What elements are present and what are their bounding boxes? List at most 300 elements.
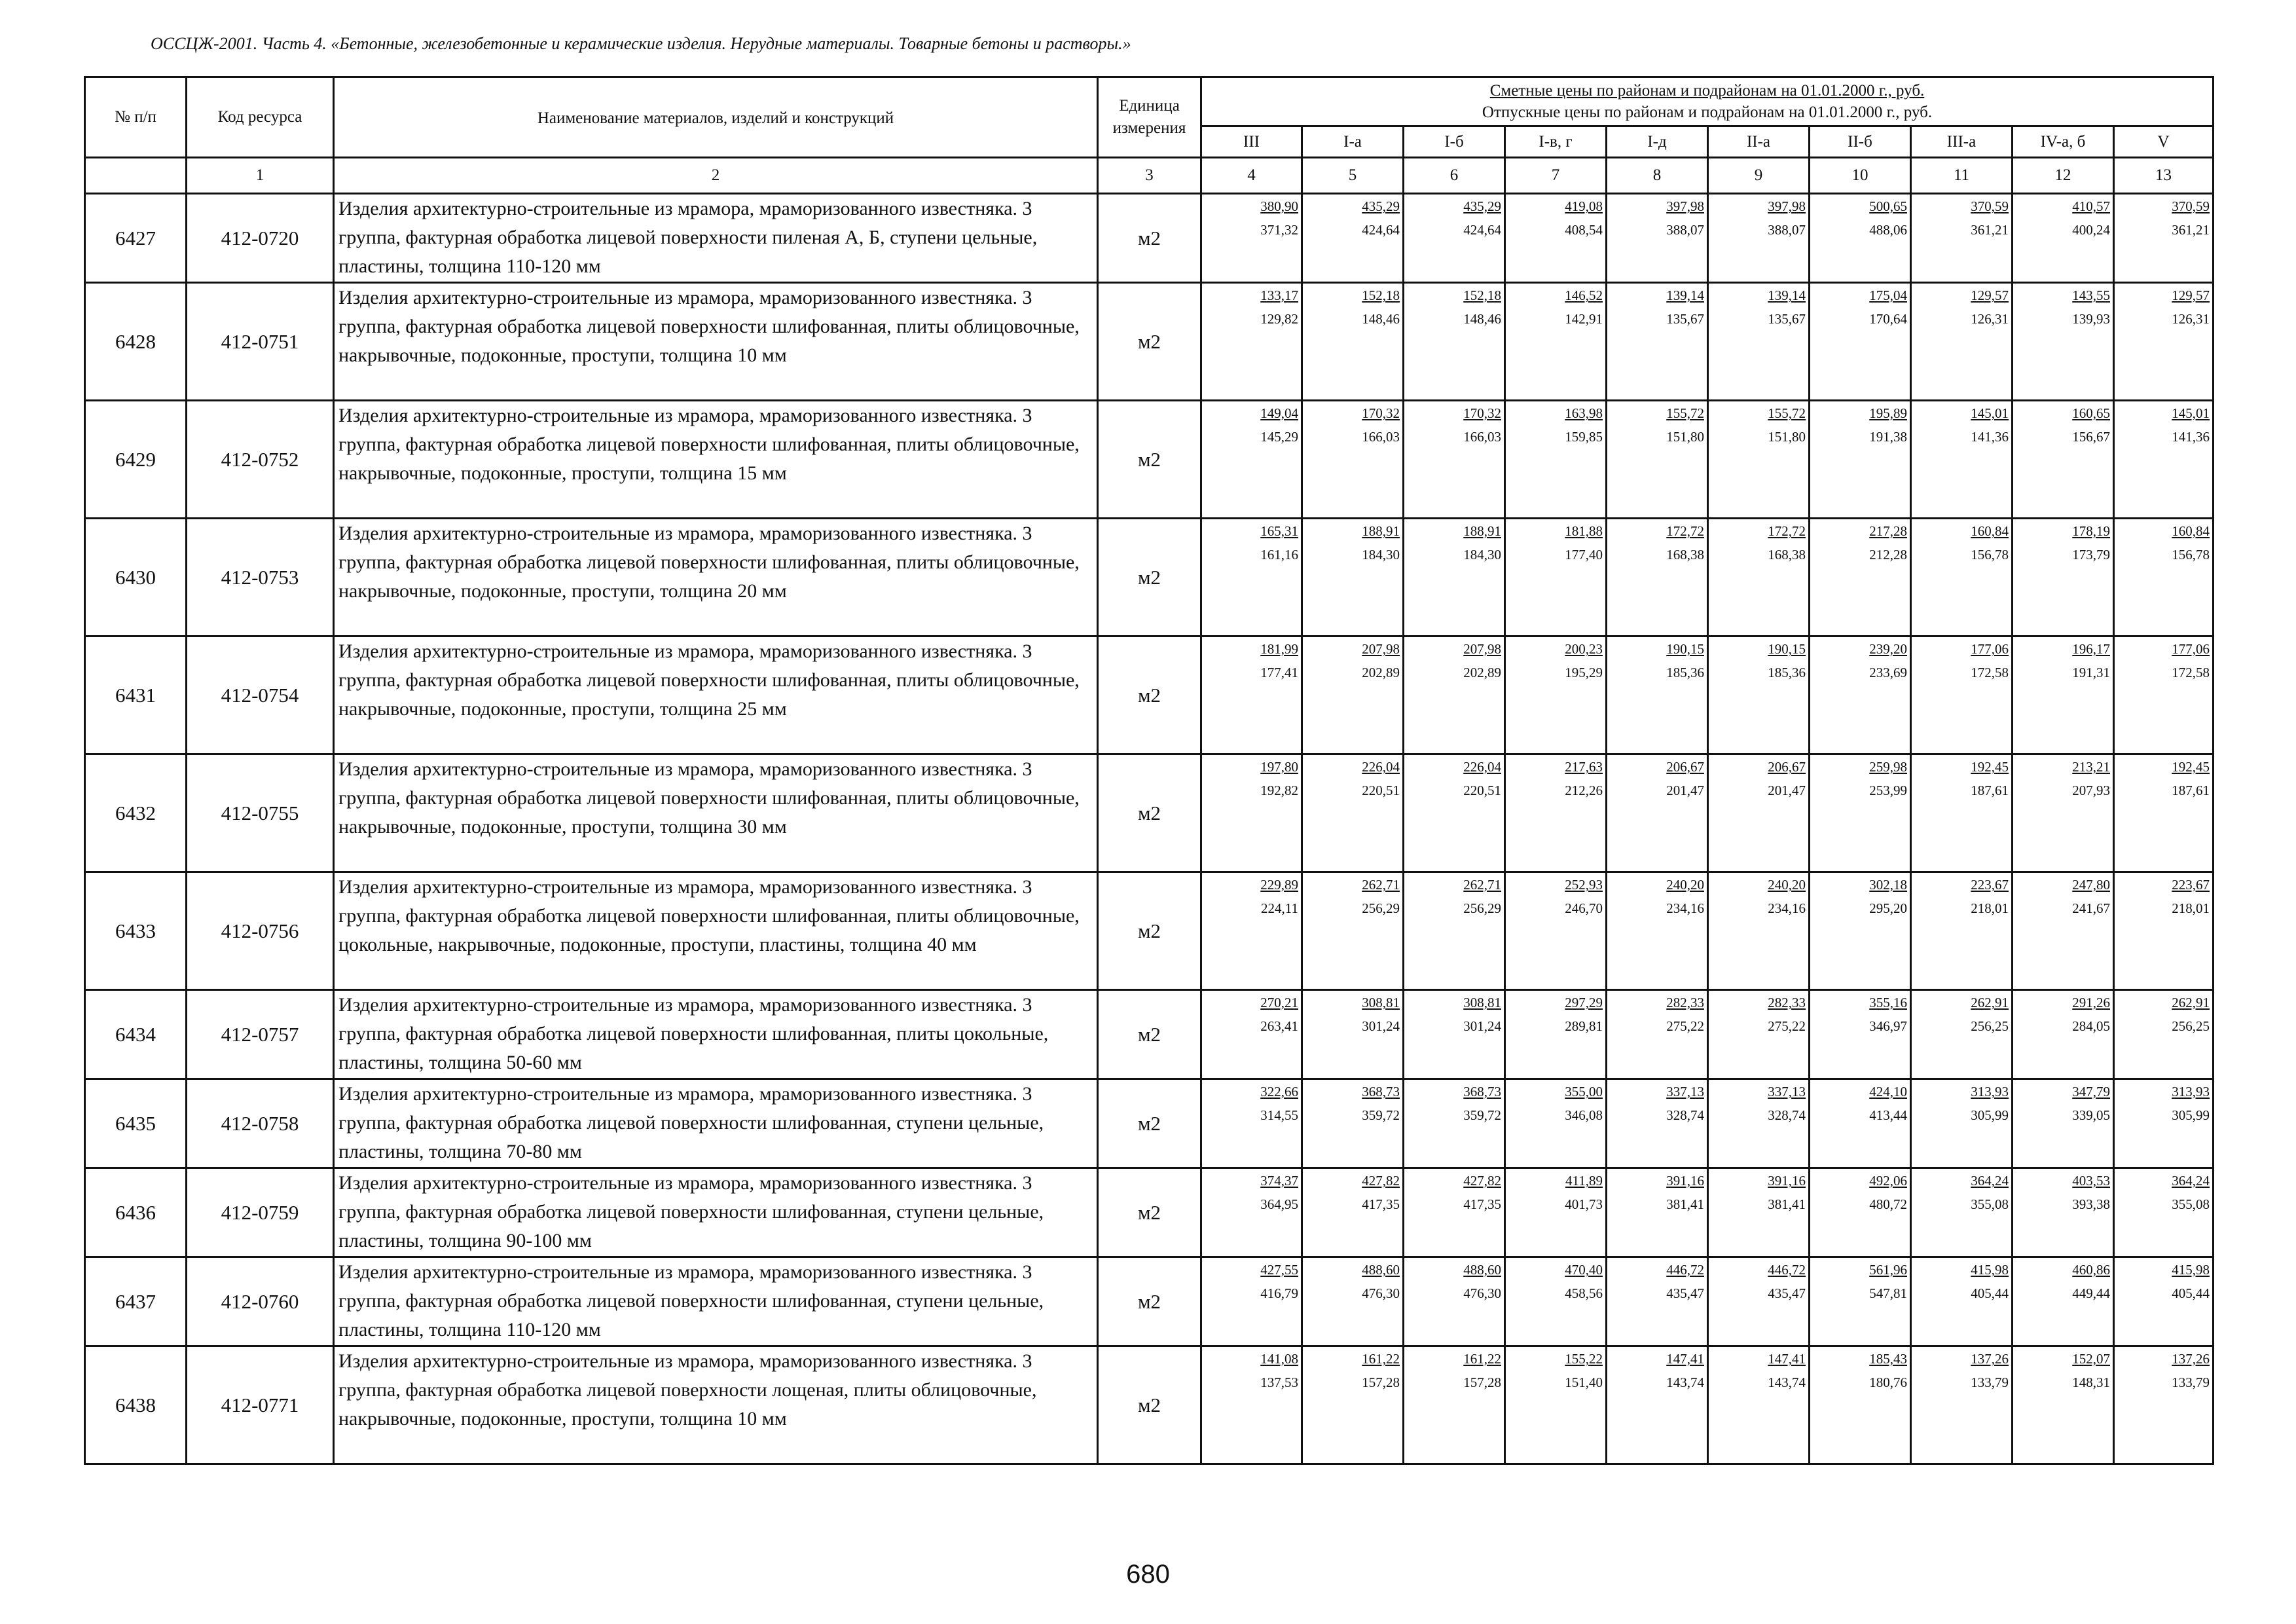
price-cell xyxy=(1708,637,1810,754)
price-cell xyxy=(1302,401,1404,519)
release-price: 141,36 xyxy=(2172,429,2210,445)
release-price: 161,16 xyxy=(1260,547,1298,563)
release-price: 156,78 xyxy=(2172,547,2210,563)
table-body xyxy=(85,194,2214,1464)
region-header: I-д xyxy=(1607,126,1708,158)
table-row xyxy=(85,990,2214,1079)
release-price: 241,67 xyxy=(2072,900,2110,916)
release-price: 424,64 xyxy=(1463,222,1501,238)
material-name: Изделия архитектурно-строительные из мрамора, мраморизованного известняка. 3 группа, фактурная обработка лицевой поверхности шлифованная, плиты облицовочные, накрывочные, подоконные, проступи, толщина 15 мм xyxy=(334,401,1098,519)
estimated-price: 170,32 xyxy=(1463,405,1501,421)
resource-code: 412-0752 xyxy=(187,401,334,519)
table-row xyxy=(85,754,2214,872)
release-price: 159,85 xyxy=(1565,429,1603,445)
estimated-price: 282,33 xyxy=(1666,995,1704,1010)
estimated-price: 160,84 xyxy=(2172,523,2210,539)
region-header: I-а xyxy=(1302,126,1404,158)
estimated-price: 177,06 xyxy=(1971,641,2009,657)
price-cell xyxy=(1404,1079,1505,1168)
release-price: 224,11 xyxy=(1261,900,1298,916)
estimated-price: 188,91 xyxy=(1362,523,1400,539)
estimated-price: 252,93 xyxy=(1565,877,1603,893)
price-cell xyxy=(2114,637,2214,754)
estimated-price: 364,24 xyxy=(1971,1173,2009,1189)
release-price: 346,97 xyxy=(1869,1018,1907,1034)
row-number: 6432 xyxy=(85,754,187,872)
row-number: 6436 xyxy=(85,1168,187,1257)
estimated-price: 129,57 xyxy=(1971,287,2009,303)
estimated-price: 368,73 xyxy=(1463,1084,1501,1099)
release-price: 435,47 xyxy=(1666,1285,1704,1301)
release-price: 126,31 xyxy=(2172,311,2210,327)
estimated-price: 411,89 xyxy=(1565,1173,1603,1189)
price-cell xyxy=(2114,283,2214,401)
estimated-price: 185,43 xyxy=(1869,1351,1907,1367)
release-price: 328,74 xyxy=(1768,1107,1806,1123)
estimated-price: 370,59 xyxy=(2172,198,2210,214)
estimated-price: 427,55 xyxy=(1260,1262,1298,1278)
material-name: Изделия архитектурно-строительные из мрамора, мраморизованного известняка. 3 группа, фактурная обработка лицевой поверхности шлифованная, плиты облицовочные, накрывочные, подоконные, проступи, толщина 30 мм xyxy=(334,754,1098,872)
estimated-price: 145,01 xyxy=(2172,405,2210,421)
price-cell xyxy=(1505,1168,1607,1257)
release-price: 284,05 xyxy=(2072,1018,2110,1034)
column-number: 3 xyxy=(1098,158,1201,194)
estimated-price: 313,93 xyxy=(2172,1084,2210,1099)
price-cell xyxy=(1911,1346,2013,1464)
release-price: 388,07 xyxy=(1768,222,1806,238)
resource-code: 412-0771 xyxy=(187,1346,334,1464)
release-price: 401,73 xyxy=(1565,1196,1603,1212)
unit: м2 xyxy=(1098,1257,1201,1346)
material-name: Изделия архитектурно-строительные из мрамора, мраморизованного известняка. 3 группа, фактурная обработка лицевой поверхности шлифованная, ступени цельные, пластины, толщина 90-100 мм xyxy=(334,1168,1098,1257)
estimated-price: 427,82 xyxy=(1362,1173,1400,1189)
release-price: 184,30 xyxy=(1362,547,1400,563)
release-price: 417,35 xyxy=(1463,1196,1501,1212)
price-cell xyxy=(1404,1346,1505,1464)
material-name: Изделия архитектурно-строительные из мрамора, мраморизованного известняка. 3 группа, фактурная обработка лицевой поверхности лощеная, плиты облицовочные, накрывочные, подоконные, проступи, толщина 10 мм xyxy=(334,1346,1098,1464)
estimated-price: 500,65 xyxy=(1869,198,1907,214)
release-price: 173,79 xyxy=(2072,547,2110,563)
price-cell xyxy=(1201,519,1302,637)
estimated-price: 175,04 xyxy=(1869,287,1907,303)
estimated-price: 226,04 xyxy=(1362,759,1400,775)
price-cell xyxy=(1607,1346,1708,1464)
release-price: 184,30 xyxy=(1463,547,1501,563)
price-cell xyxy=(2114,1168,2214,1257)
estimated-price: 190,15 xyxy=(1768,641,1806,657)
price-cell xyxy=(1302,283,1404,401)
estimated-price: 419,08 xyxy=(1565,198,1603,214)
price-cell xyxy=(1708,194,1810,283)
estimated-price: 262,91 xyxy=(2172,995,2210,1010)
price-cell xyxy=(2013,194,2114,283)
estimated-price: 229,89 xyxy=(1260,877,1298,893)
estimated-price: 200,23 xyxy=(1565,641,1603,657)
price-cell xyxy=(1505,754,1607,872)
row-number: 6431 xyxy=(85,637,187,754)
price-cell xyxy=(1911,1168,2013,1257)
estimated-price: 155,72 xyxy=(1768,405,1806,421)
price-cell xyxy=(1201,194,1302,283)
price-cell xyxy=(1505,1346,1607,1464)
unit: м2 xyxy=(1098,990,1201,1079)
release-price: 145,29 xyxy=(1260,429,1298,445)
release-price: 148,31 xyxy=(2072,1375,2110,1390)
estimated-price: 355,00 xyxy=(1565,1084,1603,1099)
release-price: 381,41 xyxy=(1666,1196,1704,1212)
release-price: 220,51 xyxy=(1362,783,1400,798)
estimated-price: 337,13 xyxy=(1666,1084,1704,1099)
price-cell xyxy=(1911,990,2013,1079)
estimated-price: 192,45 xyxy=(2172,759,2210,775)
price-cell xyxy=(1607,754,1708,872)
resource-code: 412-0751 xyxy=(187,283,334,401)
estimated-price: 197,80 xyxy=(1260,759,1298,775)
price-cell xyxy=(1505,637,1607,754)
column-number: 9 xyxy=(1708,158,1810,194)
price-cell xyxy=(1201,754,1302,872)
price-cell xyxy=(1810,990,1911,1079)
estimated-price: 217,28 xyxy=(1869,523,1907,539)
price-cell xyxy=(1708,990,1810,1079)
release-price: 142,91 xyxy=(1565,311,1603,327)
price-cell xyxy=(2013,872,2114,990)
material-name: Изделия архитектурно-строительные из мрамора, мраморизованного известняка. 3 группа, фактурная обработка лицевой поверхности шлифованная, плиты облицовочные, накрывочные, подоконные, проступи, толщина 10 мм xyxy=(334,283,1098,401)
price-cell xyxy=(1708,754,1810,872)
unit: м2 xyxy=(1098,1168,1201,1257)
price-cell xyxy=(1505,519,1607,637)
price-cell xyxy=(2013,1346,2114,1464)
price-cell xyxy=(1810,1346,1911,1464)
estimated-price: 297,29 xyxy=(1565,995,1603,1010)
region-header: I-в, г xyxy=(1505,126,1607,158)
price-cell xyxy=(1201,283,1302,401)
price-cell xyxy=(1404,194,1505,283)
price-cell xyxy=(1302,1257,1404,1346)
release-price: 187,61 xyxy=(2172,783,2210,798)
price-cell xyxy=(1201,872,1302,990)
header-num: № п/п xyxy=(85,77,187,158)
price-cell xyxy=(1201,401,1302,519)
price-cell xyxy=(1911,194,2013,283)
release-price: 253,99 xyxy=(1869,783,1907,798)
table-row xyxy=(85,637,2214,754)
estimated-price: 137,26 xyxy=(1971,1351,2009,1367)
release-price: 435,47 xyxy=(1768,1285,1806,1301)
price-cell xyxy=(2114,401,2214,519)
estimated-price: 435,29 xyxy=(1463,198,1501,214)
price-cell xyxy=(1607,194,1708,283)
estimated-price: 143,55 xyxy=(2072,287,2110,303)
price-cell xyxy=(2114,872,2214,990)
estimated-price: 129,57 xyxy=(2172,287,2210,303)
release-price: 233,69 xyxy=(1869,665,1907,680)
estimated-price: 149,04 xyxy=(1260,405,1298,421)
region-header: V xyxy=(2114,126,2214,158)
release-price: 212,26 xyxy=(1565,783,1603,798)
estimated-price: 391,16 xyxy=(1768,1173,1806,1189)
release-price: 201,47 xyxy=(1768,783,1806,798)
resource-code: 412-0754 xyxy=(187,637,334,754)
header-code: Код ресурса xyxy=(187,77,334,158)
table-row xyxy=(85,872,2214,990)
estimated-price: 391,16 xyxy=(1666,1173,1704,1189)
release-price: 151,40 xyxy=(1565,1375,1603,1390)
price-cell xyxy=(1404,872,1505,990)
row-number: 6438 xyxy=(85,1346,187,1464)
estimated-price: 172,72 xyxy=(1768,523,1806,539)
price-cell xyxy=(1708,1168,1810,1257)
estimated-price: 163,98 xyxy=(1565,405,1603,421)
estimated-price: 424,10 xyxy=(1869,1084,1907,1099)
price-cell xyxy=(1201,637,1302,754)
release-price: 388,07 xyxy=(1666,222,1704,238)
resource-code: 412-0758 xyxy=(187,1079,334,1168)
estimated-price: 308,81 xyxy=(1463,995,1501,1010)
release-price: 126,31 xyxy=(1971,311,2009,327)
release-price: 133,79 xyxy=(1971,1375,2009,1390)
material-name: Изделия архитектурно-строительные из мрамора, мраморизованного известняка. 3 группа, фактурная обработка лицевой поверхности пиленая А, Б, ступени цельные, пластины, толщина 110-120 мм xyxy=(334,194,1098,283)
unit: м2 xyxy=(1098,1079,1201,1168)
price-cell xyxy=(1810,872,1911,990)
release-price: 480,72 xyxy=(1869,1196,1907,1212)
estimated-price: 170,32 xyxy=(1362,405,1400,421)
estimated-price: 415,98 xyxy=(2172,1262,2210,1278)
release-price: 207,93 xyxy=(2072,783,2110,798)
release-price: 151,80 xyxy=(1768,429,1806,445)
resource-code: 412-0756 xyxy=(187,872,334,990)
price-cell xyxy=(1607,637,1708,754)
estimated-price: 240,20 xyxy=(1768,877,1806,893)
header-prices xyxy=(1201,77,2214,126)
estimated-price: 262,71 xyxy=(1463,877,1501,893)
resource-code: 412-0720 xyxy=(187,194,334,283)
resource-code: 412-0753 xyxy=(187,519,334,637)
estimated-price: 181,88 xyxy=(1565,523,1603,539)
estimated-price: 347,79 xyxy=(2072,1084,2110,1099)
release-price: 234,16 xyxy=(1768,900,1806,916)
release-price: 185,36 xyxy=(1768,665,1806,680)
estimated-price: 368,73 xyxy=(1362,1084,1400,1099)
release-price: 168,38 xyxy=(1666,547,1704,563)
estimated-price: 291,26 xyxy=(2072,995,2110,1010)
release-price: 218,01 xyxy=(2172,900,2210,916)
release-price: 393,38 xyxy=(2072,1196,2110,1212)
estimated-price: 217,63 xyxy=(1565,759,1603,775)
estimated-price: 374,37 xyxy=(1260,1173,1298,1189)
region-header: I-б xyxy=(1404,126,1505,158)
estimated-price: 403,53 xyxy=(2072,1173,2110,1189)
estimated-price: 370,59 xyxy=(1971,198,2009,214)
row-number: 6433 xyxy=(85,872,187,990)
price-cell xyxy=(2114,1346,2214,1464)
estimated-price: 427,82 xyxy=(1463,1173,1501,1189)
unit: м2 xyxy=(1098,872,1201,990)
price-cell xyxy=(1607,401,1708,519)
price-cell xyxy=(1201,1257,1302,1346)
table-row xyxy=(85,1168,2214,1257)
release-price: 405,44 xyxy=(1971,1285,2009,1301)
estimated-price: 247,80 xyxy=(2072,877,2110,893)
price-cell xyxy=(1911,519,2013,637)
release-price: 289,81 xyxy=(1565,1018,1603,1034)
column-number: 1 xyxy=(187,158,334,194)
price-cell xyxy=(1505,990,1607,1079)
price-cell xyxy=(1810,1079,1911,1168)
material-name: Изделия архитектурно-строительные из мрамора, мраморизованного известняка. 3 группа, фактурная обработка лицевой поверхности шлифованная, ступени цельные, пластины, толщина 110-120 мм xyxy=(334,1257,1098,1346)
price-cell xyxy=(1404,637,1505,754)
table-row xyxy=(85,401,2214,519)
release-price: 177,40 xyxy=(1565,547,1603,563)
resource-code: 412-0757 xyxy=(187,990,334,1079)
price-cell xyxy=(1201,1079,1302,1168)
release-price: 416,79 xyxy=(1260,1285,1298,1301)
price-cell xyxy=(1404,1257,1505,1346)
release-price: 156,78 xyxy=(1971,547,2009,563)
price-cell xyxy=(1302,1346,1404,1464)
release-price: 218,01 xyxy=(1971,900,2009,916)
release-price: 408,54 xyxy=(1565,222,1603,238)
price-cell xyxy=(1810,401,1911,519)
price-cell xyxy=(1911,283,2013,401)
estimated-price: 213,21 xyxy=(2072,759,2110,775)
column-number: 11 xyxy=(1911,158,2013,194)
table-row xyxy=(85,283,2214,401)
price-cell xyxy=(2114,990,2214,1079)
release-price: 170,64 xyxy=(1869,311,1907,327)
unit: м2 xyxy=(1098,754,1201,872)
estimated-price: 397,98 xyxy=(1768,198,1806,214)
price-cell xyxy=(2013,637,2114,754)
header-prices-line1: Сметные цены по районам и подрайонам на 01.01.2000 г., руб. xyxy=(1489,82,1925,100)
release-price: 148,46 xyxy=(1362,311,1400,327)
column-number: 13 xyxy=(2114,158,2214,194)
price-cell xyxy=(1505,872,1607,990)
release-price: 185,36 xyxy=(1666,665,1704,680)
unit: м2 xyxy=(1098,194,1201,283)
release-price: 143,74 xyxy=(1768,1375,1806,1390)
release-price: 355,08 xyxy=(1971,1196,2009,1212)
release-price: 139,93 xyxy=(2072,311,2110,327)
estimated-price: 223,67 xyxy=(2172,877,2210,893)
estimated-price: 259,98 xyxy=(1869,759,1907,775)
estimated-price: 160,84 xyxy=(1971,523,2009,539)
price-cell xyxy=(1911,1079,2013,1168)
release-price: 177,41 xyxy=(1260,665,1298,680)
release-price: 195,29 xyxy=(1565,665,1603,680)
estimated-price: 139,14 xyxy=(1768,287,1806,303)
release-price: 359,72 xyxy=(1362,1107,1400,1123)
estimated-price: 195,89 xyxy=(1869,405,1907,421)
resource-code: 412-0760 xyxy=(187,1257,334,1346)
estimated-price: 313,93 xyxy=(1971,1084,2009,1099)
release-price: 157,28 xyxy=(1463,1375,1501,1390)
estimated-price: 488,60 xyxy=(1463,1262,1501,1278)
estimated-price: 177,06 xyxy=(2172,641,2210,657)
price-cell xyxy=(1302,872,1404,990)
estimated-price: 206,67 xyxy=(1768,759,1806,775)
release-price: 148,46 xyxy=(1463,311,1501,327)
page-number: 680 xyxy=(1126,1560,1170,1589)
release-price: 202,89 xyxy=(1362,665,1400,680)
price-cell xyxy=(2114,194,2214,283)
price-cell xyxy=(1911,401,2013,519)
price-cell xyxy=(1404,401,1505,519)
price-cell xyxy=(1302,990,1404,1079)
estimated-price: 282,33 xyxy=(1768,995,1806,1010)
price-cell xyxy=(1607,283,1708,401)
estimated-price: 147,41 xyxy=(1768,1351,1806,1367)
region-header: II-а xyxy=(1708,126,1810,158)
estimated-price: 270,21 xyxy=(1260,995,1298,1010)
estimated-price: 152,18 xyxy=(1362,287,1400,303)
price-cell xyxy=(1911,1257,2013,1346)
estimated-price: 380,90 xyxy=(1260,198,1298,214)
price-cell xyxy=(1607,519,1708,637)
estimated-price: 188,91 xyxy=(1463,523,1501,539)
unit: м2 xyxy=(1098,637,1201,754)
column-number-row xyxy=(85,158,2214,194)
release-price: 476,30 xyxy=(1362,1285,1400,1301)
release-price: 305,99 xyxy=(1971,1107,2009,1123)
price-cell xyxy=(2013,990,2114,1079)
unit: м2 xyxy=(1098,519,1201,637)
estimated-price: 165,31 xyxy=(1260,523,1298,539)
price-cell xyxy=(2013,1079,2114,1168)
release-price: 371,32 xyxy=(1260,222,1298,238)
estimated-price: 488,60 xyxy=(1362,1262,1400,1278)
table-row xyxy=(85,194,2214,283)
price-cell xyxy=(1302,1168,1404,1257)
release-price: 129,82 xyxy=(1260,311,1298,327)
price-cell xyxy=(2114,754,2214,872)
table-row xyxy=(85,1346,2214,1464)
release-price: 143,74 xyxy=(1666,1375,1704,1390)
column-number: 8 xyxy=(1607,158,1708,194)
estimated-price: 355,16 xyxy=(1869,995,1907,1010)
row-number: 6437 xyxy=(85,1257,187,1346)
price-cell xyxy=(1302,194,1404,283)
price-cell xyxy=(1708,1346,1810,1464)
release-price: 220,51 xyxy=(1463,783,1501,798)
price-cell xyxy=(1404,519,1505,637)
release-price: 305,99 xyxy=(2172,1107,2210,1123)
price-cell xyxy=(1810,1257,1911,1346)
price-cell xyxy=(1810,519,1911,637)
price-cell xyxy=(2013,1257,2114,1346)
release-price: 168,38 xyxy=(1768,547,1806,563)
price-cell xyxy=(1404,283,1505,401)
release-price: 166,03 xyxy=(1362,429,1400,445)
estimated-price: 181,99 xyxy=(1260,641,1298,657)
release-price: 339,05 xyxy=(2072,1107,2110,1123)
estimated-price: 196,17 xyxy=(2072,641,2110,657)
estimated-price: 239,20 xyxy=(1869,641,1907,657)
estimated-price: 207,98 xyxy=(1362,641,1400,657)
price-cell xyxy=(1201,1346,1302,1464)
release-price: 424,64 xyxy=(1362,222,1400,238)
column-number: 4 xyxy=(1201,158,1302,194)
release-price: 328,74 xyxy=(1666,1107,1704,1123)
table-row xyxy=(85,1257,2214,1346)
estimated-price: 397,98 xyxy=(1666,198,1704,214)
price-cell xyxy=(1708,283,1810,401)
release-price: 191,31 xyxy=(2072,665,2110,680)
release-price: 212,28 xyxy=(1869,547,1907,563)
price-cell xyxy=(1404,1168,1505,1257)
estimated-price: 155,22 xyxy=(1565,1351,1603,1367)
estimated-price: 147,41 xyxy=(1666,1351,1704,1367)
